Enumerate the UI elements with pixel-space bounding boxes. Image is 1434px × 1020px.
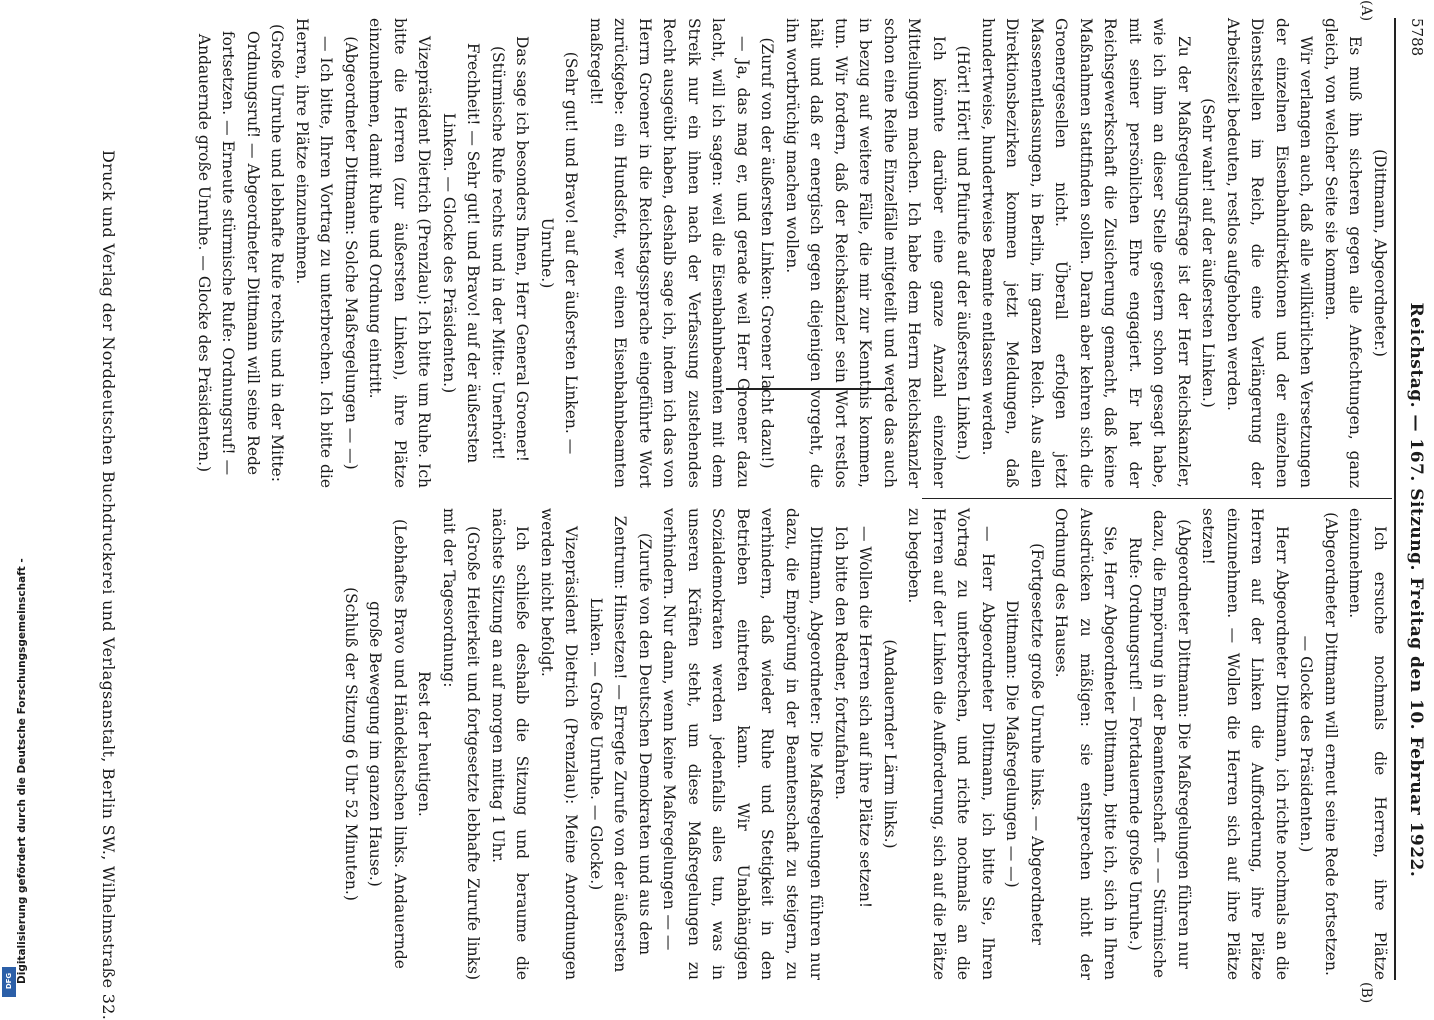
interjection: (Sehr wahr! auf der äußersten Linken.)	[1199, 98, 1218, 408]
paragraph: Rest der heutigen.	[415, 671, 434, 817]
paragraph: Ich schließe deshalb die Sitzung und beraume die nächste Sitzung an auf morgen mittag 1 Uhr.	[489, 508, 532, 980]
interjection: (Abgeordneter Dittmann will erneut seine Rede fortsetzen. — Glocke des Präsidenten.)	[1297, 512, 1340, 976]
interjection: (Zurufe von den Deutschen Demokraten und aus dem Zentrum: Hinsetzen! — Erregte Zurufe von der äußersten Linken. — Große Unruhe. — Glocke.)	[587, 515, 654, 973]
digitization-credit	[2, 558, 28, 1000]
page-number: 5788	[1408, 18, 1426, 57]
paragraph: Vizepräsident Dietrich (Prenzlau): Meine Anordnungen werden nicht befolgt.	[538, 508, 581, 980]
header-rule	[1394, 18, 1396, 980]
paragraph: Wir verlangen auch, daß alle willkürlichen Versetzungen der einzelnen Eisenbahndirektionen und der einzelnen Dienststellen im Reich, die eine Verlängerung der Arbeitszeit bedeuten, restlos aufgehoben werden.	[1224, 18, 1316, 488]
paragraph: Sie, Herr Abgeordneter Dittmann, bitte ich, sich in Ihren Ausdrücken zu mäßigen: sie entsprechen nicht der Ordnung des Hauses.	[1052, 508, 1120, 980]
session-end: (Schluß der Sitzung 6 Uhr 52 Minuten.)	[342, 587, 360, 901]
interjection: (Sehr gut! und Bravo! auf der äußersten Linken. — Unruhe.)	[538, 51, 581, 455]
paragraph: — Ja, das mag er, und gerade weil Herr Groener dazu lacht, will ich sagen: weil die Eisenbahnbeamten mit dem Streik nur ein ihnen nach der Verfassung zustehendes Recht ausgeübt haben, deshalb sage ich, indem ich das von Herrn Groener in die Reichstagssprache eingeführte Wort zurückgebe: ein Hundsfott, wer einen Eisenbahnbeamten maßregelt!	[587, 18, 752, 488]
speaker-continuation: (Dittmann, Abgeordneter.)	[1371, 149, 1389, 357]
interjection: (Andauernder Lärm links.)	[881, 639, 899, 849]
paragraph: — Ich bitte, Ihren Vortrag zu unterbrechen. Ich bitte die Herren, ihre Plätze einzunehmen.	[293, 18, 336, 488]
interjection: (Stürmische Rufe rechts und in der Mitte: Unerhört! Frechheit! — Sehr gut! und Bravo! auf der äußersten Linken. — Glocke des Präsidenten.)	[440, 42, 507, 464]
paragraph: — Herr Abgeordneter Dittmann, ich bitte Sie, Ihren Vortrag zu unterbrechen, und richte nochmals an die Herren auf der Linken die Aufforderung, sich auf die Plätze zu begeben.	[905, 508, 997, 980]
paragraph: Das sage ich besonders Ihnen, Herr General Groener!	[513, 36, 532, 462]
column-left	[192, 18, 1393, 488]
paragraph: Herr Abgeordneter Dittmann, ich richte nochmals an die Herren auf der Linken die Aufforderung, ihre Plätze einzunehmen. — Wollen die Herren sich auf ihre Plätze setzen!	[1199, 508, 1291, 980]
interjection: (Abgeordneter Dittmann: Die Maßregelungen führen nur dazu, die Empörung in der Beamtenschaft — — Stürmische Rufe: Ordnungsruf! — Fortdauernde große Unruhe.)	[1126, 509, 1193, 979]
paragraph: Dittmann, Abgeordneter: Die Maßregelungen führen nur dazu, die Empörung in der Beamtenschaft zu steigern, zu verhindern, daß wieder Ruhe und Stetigkeit in den Betrieben eintreten kann. Wir Unabhängigen Sozialdemokraten werden jedenfalls alles tun, was in unseren Kräften steht, um diese Maßregelungen zu verhindern. Nur dann, wenn keine Maßregelungen — —	[660, 508, 826, 980]
paragraph: Zu der Maßregelungsfrage ist der Herr Reichskanzler, wie ich ihm an dieser Stelle gestern schon gesagt habe, mit seiner persönlichen Ehre engagiert. Er hat der Reichsgewerkschaft die Zusicherung gemacht, daß keine Maßnahmen stattfinden sollen. Daran aber kehren sich die Groenergesellen nicht. Überall erfolgen jetzt Massenentlassungen, in Berlin, im ganzen Reich. Aus allen Direktionsbezirken kommen jetzt Meldungen, daß hundertweise, hundertweise Beamte entlassen werden.	[979, 18, 1193, 488]
dfg-logo	[2, 967, 16, 997]
paragraph: Es muß ihn sicheren gegen alle Anfechtungen, ganz gleich, von welcher Seite sie kommen.	[1322, 18, 1365, 488]
interjection: (Hört! Hört! und Pfuirufe auf der äußersten Linken.)	[954, 45, 973, 461]
column-divider	[922, 498, 1392, 499]
credit-text: Digitalisierung gefördert durch die Deutsche Forschungsgemeinschaft -	[16, 558, 28, 984]
paragraph: Vizepräsident Dietrich (Prenzlau): Ich bitte um Ruhe. Ich bitte die Herren (zur äußersten Linken), ihre Plätze einzunehmen, damit Ruhe und Ordnung eintritt.	[366, 18, 434, 488]
paragraph: (Große Heiterkeit und fortgesetzte lebhafte Zurufe links) mit der Tagesordnung:	[440, 508, 483, 980]
interjection: (Zuruf von der äußersten Linken: Groener lacht dazu!)	[758, 37, 777, 469]
running-title: Reichstag. — 167. Sitzung. Freitag den 10. Februar 1922.	[1406, 302, 1426, 878]
interjection: (Abgeordneter Dittmann: Solche Maßregelungen — —)	[342, 36, 360, 470]
margin-mark-left: (A)	[1358, 0, 1374, 22]
dfg-logo-text: DFG	[5, 972, 13, 990]
paragraph: Ich ersuche nochmals die Herren, ihre Plätze einzunehmen.	[1346, 508, 1389, 980]
paragraph: Ich bitte den Redner, fortzufahren.	[832, 526, 850, 800]
margin-mark-right: (B)	[1358, 982, 1374, 1004]
interjection: (Lebhaftes Bravo und Händeklatschen links. Andauernde große Bewegung im ganzen Hause.)	[366, 519, 409, 969]
paragraph: — Wollen die Herren sich auf ihre Plätze setzen!	[856, 526, 875, 909]
interjection: (Große Unruhe und lebhafte Rufe rechts und in der Mitte: Ordnungsruf! — Abgeordneter Dittmann will seine Rede fortsetzen. — Erneute stürmische Rufe: Ordnungsruf! — Andauernde große Unruhe. — Glocke des Präsidenten.)	[195, 24, 287, 482]
paragraph: Ich könnte darüber eine ganze Anzahl einzelner Mitteilungen machen. Ich habe dem Herrn Reichskanzler schon eine Reihe Einzelfälle mitgeteilt und werde das auch in bezug auf weitere Fälle, die mir zur Kenntnis kommen, tun. Wir fordern, daß der Reichskanzler sein Wort restlos hält und daß er energisch gegen diejenigen vorgeht, die ihn wortbrüchig machen wollen.	[783, 18, 948, 488]
column-right	[339, 508, 1393, 980]
printer-imprint: Druck und Verlag der Norddeutschen Buchdruckerei und Verlagsanstalt, Berlin SW., Wilhelmstraße 32.	[99, 150, 118, 1020]
interjection: (Fortgesetzte große Unruhe links. — Abgeordneter Dittmann: Die Maßregelungen — —)	[1003, 543, 1046, 945]
